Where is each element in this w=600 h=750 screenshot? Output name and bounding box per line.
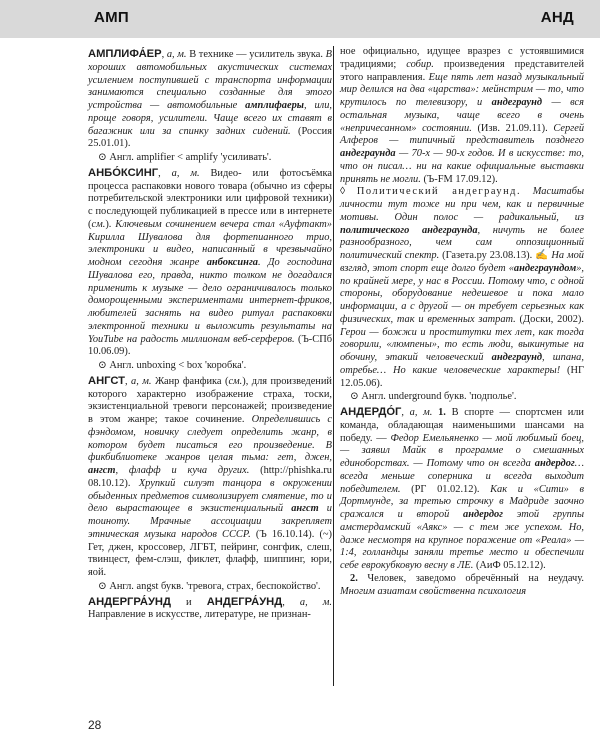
source: (Россия 25.01.01). [88, 125, 332, 150]
definition: Видео- или фотосъёмка процесса распаковки нового товара (обычно из сферы потребительской электроники или цифровой техники) с последующей публикацией в прессе или в интернете ( [88, 167, 332, 230]
etymology: ⊙ Англ. underground букв. 'подполье'. [350, 391, 517, 403]
headword: АНДЕРДО́Г [340, 406, 402, 418]
entry-andergraund: АНДЕРГРА́УНД и АНДЕГРА́УНД, а, м. Направление в искусстве, литературе, не признан- [88, 595, 332, 621]
source: (Доски, 2002). [515, 313, 584, 325]
grammar-note: а, м. [299, 596, 332, 608]
diamond-marker-icon: ◊ [340, 186, 357, 198]
definition: ное официально, идущее вразрез с устоявшимися традициями; [340, 46, 584, 70]
definition: Человек, заведомо обречённый на неудачу. [357, 572, 584, 584]
example: Сергей Алферов — типичный представитель позднего андеграунда — 70-х — 90-х годов. И в искусстве: то, что он писал… ни на какие официальные выставки принять не могли. [340, 122, 585, 185]
running-header [0, 0, 600, 38]
etymology-marker-icon: ⊙ [98, 580, 107, 592]
example: На мой взгляд, этот спорт еще долго будет «андеграундом», по крайней мере, у нас в России. Потому что, с одной стороны, оборудование недешевое и пока мало информации, а с другой — он требует серьезных как физических, так и временных затрат. [340, 250, 584, 325]
entry-amplifaer: АМПЛИФА́ЕР, а, м. В технике — усилитель звука. В хороших автомобильных акустических системах усилением поступившей с транспорта информации занимаются специально созданные для этого устройства — автомобильные амплифаеры, или, проще говоря, усилители. Чаще всего их ставят в багажник или за спинку задних сидений. (Россия 25.01.01). [88, 48, 333, 150]
source: (Ъ-СПб 10.06.09). [88, 333, 332, 358]
definition: В спорте — спортсмен или команда, обладающая наименьшими шансами на победу. — [340, 407, 584, 444]
example: Масштабы личности тут тоже ни при чем, как и первичные мотивы. Один полос — радикальный, из политического андеграунда, ничуть не более разнообразного, чем сам оппозиционный политический спектр. [340, 186, 584, 261]
source: (НГ 12.05.06). [340, 364, 584, 389]
example: Ключевым сочинением вечера стал «Ауфтакт» Кирилла Шувалова для фортепианного трио, электроники и видео, написанный в чрезвычайно модном сегодня жанре анбоксинга. До господина Шувалова его, правда, никто толком не догадался применить к музыке — дело ограничивалось только доморощенными экспериментами интернет-фриков, любителей заснять на видео ритуал распаковки электронной техники и выложить результаты на YouTube на радость миллионам веб-серферов. [88, 218, 333, 345]
source: (Ъ-FM 17.09.12). [420, 173, 498, 185]
sense-number: 2. [350, 572, 358, 584]
source: (http://phishka.ru 08.10.12). [88, 465, 332, 489]
example-headword: андеграундом [513, 262, 577, 274]
example-headword: амплифаеры [245, 100, 304, 111]
definition: Направление в искусстве, литературе, не признан- [88, 609, 311, 621]
example-headword: андеграунд [491, 97, 543, 108]
etymology-marker-icon: ⊙ [98, 360, 107, 371]
example: Хрупкий силуэт танцора в окружении обыденных предметов символизирует смятение, то и дело вырастающее в экзистенциальный ангст и тоиноту. Мрачные ассоциации закрепляет этническая музыка народов СССР. [88, 477, 332, 540]
headword: АНГСТ [88, 374, 125, 387]
grammar-note: собир. [406, 58, 434, 70]
source: (Ъ 16.10.14). (~) Гет, джен, кроссовер, ЛГБТ, пейринг, сонгфик, слеш, твинцест, фем-слэш, фиклет, флафф, шиппинг, юри, яой. [88, 528, 333, 578]
headword: АНБО́КСИНГ [88, 166, 159, 179]
right-column [340, 46, 584, 598]
grammar-note: а, м. [409, 407, 433, 418]
example: Как и «Сити» в Дортмунде, за третью строчку в Мадриде заочно сражался и второй андердог этой группы амстердамский «Аякс» — с тем же успехом. Но, даже несмотря на крупное поражение от «Реала» — 1:4, голландцы заняли третье место и обеспечили себе еврокубковую весну в ЛЕ. [340, 483, 585, 571]
example-headword: андердог [534, 458, 575, 469]
sense-2 [340, 573, 584, 599]
example: В хороших автомобильных акустических системах усилением поступившей с транспорта информации занимаются специально созданные для этого устройства — автомобильные амплифаеры, или, проще говоря, усилители. Чаще всего их ставят в багажник или за спинку задних сидений. [88, 49, 333, 137]
example-headword: андеграунд [491, 352, 542, 363]
example-headword: анбоксинга [206, 257, 258, 268]
example-headword: андеграунда [340, 148, 396, 159]
source: (РГ 01.02.12). [400, 483, 491, 495]
sub-entry-political-underground [340, 186, 584, 390]
headword-variant: АНДЕГРА́УНД [206, 595, 283, 608]
headword: АНДЕРГРА́УНД [88, 595, 171, 608]
headword: АМПЛИФА́ЕР [88, 48, 162, 60]
definition: В технике — усилитель звука. [186, 49, 326, 60]
etymology: ⊙ Англ. angst букв. 'тревога, страх, беспокойство'. [98, 580, 321, 592]
example: Герои — божжи и проститутки тех лет, как тогда говорили, «люмпены», то есть люди, выкинутые на обочину, этакий человеческий андеграунд, шпана, отребье… Но какие человеческие характеры! [340, 326, 584, 376]
source: (АиФ 05.12.12). [473, 560, 546, 571]
example-headword: андердог [463, 509, 504, 520]
cross-reference: см. [91, 218, 106, 230]
etymology: ⊙ Англ. unboxing < box 'коробка'. [98, 360, 247, 371]
source: (Газета.ру 23.08.13). [439, 250, 536, 261]
entry-anboksing: АНБО́КСИНГ, а, м. Видео- или фотосъёмка процесса распаковки нового товара (обычно из сферы потребительской электроники или цифровой техники) с последующей публикацией в прессе или в интернете (см.). Ключевым сочинением вечера стал «Ауфтакт» Кирилла Шувалова для фортепианного трио, электроники и видео, написанный в чрезвычайно модном сегодня жанре анбоксинга. До господина Шувалова его, правда, никто толком не догадался применить к музыке — дело ограничивалось только доморощенными экспериментами интернет-фриков, любителей заснять на видео ритуал распаковки электронной техники и выложить результаты на YouTube на радость миллионам веб-серферов. (Ъ-СПб 10.06.09). [88, 166, 333, 358]
sense-number: 1. [438, 407, 446, 418]
example-headword: ангст [291, 503, 319, 515]
example: Еще пять лет назад музыкальный мир делился на два «царства»: мейнстрим — то, что крутилось по телевизору, и андеграунд — вся остальная музыка, чаще всего в очень «непричесанном» состоянии. [340, 71, 584, 134]
grammar-note: а, м. [166, 49, 187, 60]
source: (Изв. 21.09.11). [471, 122, 554, 134]
entry-andergraund-continued: ное официально, идущее вразрез с устоявшимися традициями; собир. произведения представителей этого направления. Еще пять лет назад музыкальный мир делился на два «царства»: мейнстрим — то, что крутилось по телевизору, и андеграунд — вся остальная музыка, чаще всего в очень «непричесанном» состоянии. (Изв. 21.09.11). Сергей Алферов — типичный представитель позднего андеграунда — 70-х — 90-х годов. И в искусстве: то, что он писал… ни на какие официальные выставки принять не могли. (Ъ-FM 17.09.12). [340, 46, 585, 185]
entry-anderdog: АНДЕРДО́Г, а, м. 1. В спорте — спортсмен или команда, обладающая наименьшими шансами на победу. — Федор Емельяненко — мой любимый боец, — заявил Майк в программе о смешанных единоборствах. — Потому что он всегда андердог… всегда меньше соперника и всегда выходит победителем. (РГ 01.02.12). Как и «Сити» в Дортмунде, за третью строчку в Мадриде заочно сражался и второй андердог этой группы амстердамский «Аякс» — с тем же успехом. Но, даже несмотря на крупное поражение от «Реала» — 1:4, голландцы заняли третье место и обеспечили себе еврокубковую весну в ЛЕ. (АиФ 05.12.12). [340, 406, 585, 571]
pen-icon: ✍ [535, 250, 549, 261]
grammar-note: а, м. [171, 167, 200, 179]
etymology-marker-icon: ⊙ [350, 391, 359, 403]
example: Многим азиатам свойственна психология [340, 585, 527, 597]
header-left-guide-word: АМП [94, 9, 130, 26]
entry-angst: АНГСТ, а, м. Жанр фанфика (см.), для произведений которого характерно изображение страха, тоски, экзистенциальной тревоги персонажей; произведение в этом жанре; такое сочинение. Определившись с фэндомом, новичку следует определить жанр, в котором будет писаться его произведение. В фикбиблиотеке жанров целая тьма: гет, джен, ангст, флафф и куча других. (http://phishka.ru 08.10.12). Хрупкий силуэт танцора в окружении обыденных предметов символизирует смятение, то и дело вырастающее в экзистенциальный ангст и тоиноту. Мрачные ассоциации закрепляет этническая музыка народов СССР. (Ъ 16.10.14). (~) Гет, джен, кроссовер, ЛГБТ, пейринг, сонгфик, слеш, твинцест, фем-слэш, фиклет, флафф, шиппинг, юри, яой. [88, 374, 333, 578]
header-right-guide-word: АНД [540, 9, 574, 26]
page-number: 28 [88, 718, 102, 732]
column-divider [333, 46, 334, 686]
example-headword: ангст [88, 465, 116, 476]
cross-reference: см. [228, 375, 243, 387]
left-column [88, 46, 332, 622]
example: Определившись с фэндомом, новичку следует определить жанр, в котором будет писаться его произведение. В фикбиблиотеке жанров целая тьма: гет, джен, ангст, флафф и куча других. [88, 414, 333, 476]
sub-entry-label: Политический андеграунд. [356, 186, 522, 198]
example-headword: политического андеграунда [340, 224, 478, 236]
definition: Жанр фанфика ( [151, 375, 229, 387]
example: Федор Емельяненко — мой любимый боец, — заявил Майк в программе о смешанных единоборствах. — Потому что он всегда андердог… всегда меньше соперника и всегда выходит победителем. [340, 432, 584, 495]
grammar-note: а, м. [131, 375, 152, 387]
etymology-marker-icon: ⊙ [98, 152, 107, 163]
etymology: ⊙ Англ. amplifier < amplify 'усиливать'. [98, 152, 272, 163]
